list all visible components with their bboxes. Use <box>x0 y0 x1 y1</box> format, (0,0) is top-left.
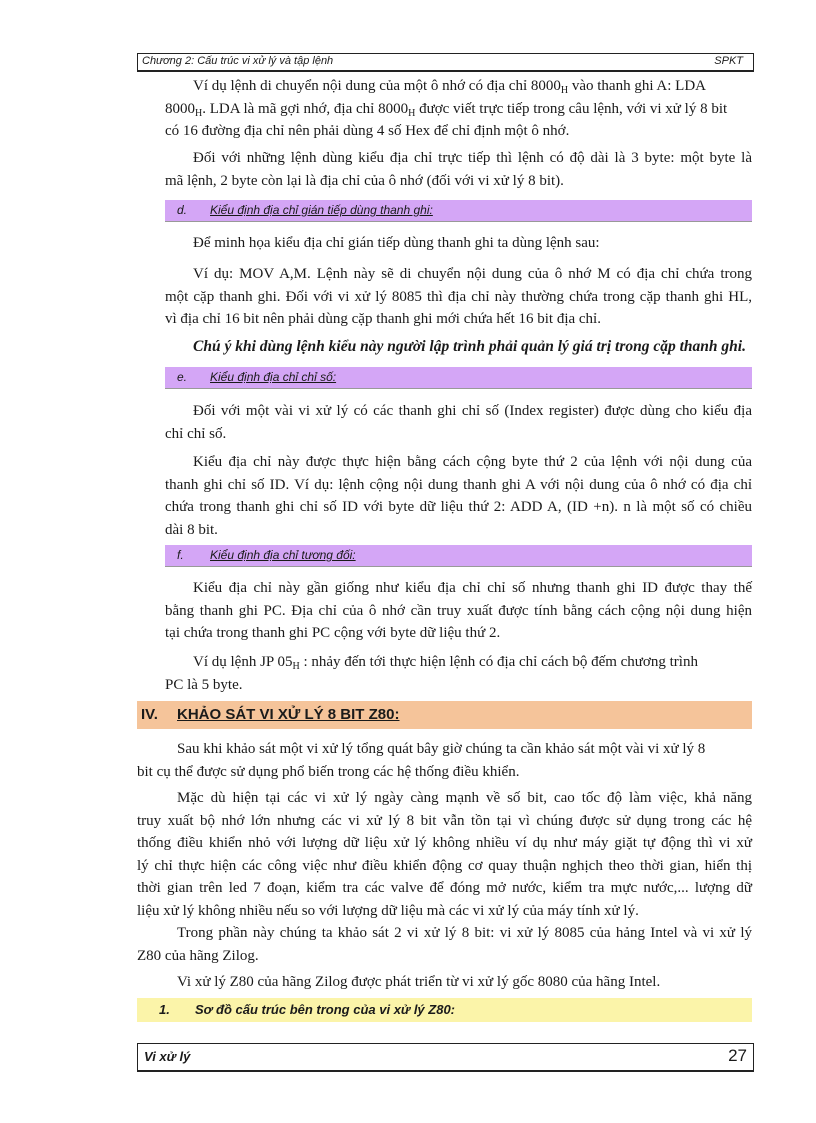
header-chapter-title: Chương 2: Cấu trúc vi xử lý và tập lệnh <box>142 55 334 67</box>
paragraph-jp-example: Ví dụ lệnh JP $05_H$ : nhảy đến tới thực hiện lệnh có địa chỉ cách bộ đếm chương trình PC là 5 byte. <box>165 654 698 693</box>
paragraph-index-register: Đối với một vài vi xử lý có các thanh ghi chỉ số (Index register) được dùng cho kiểu địa chỉ chỉ số. <box>165 403 752 442</box>
paragraph-8085-z80: Trong phần này chúng ta khảo sát 2 vi xử lý 8 bit: vi xử lý 8085 của hảng Intel và vi xử lý Z80 của hãng Zilog. <box>137 925 752 964</box>
section-heading-1: 1. Sơ đồ cấu trúc bên trong của vi xử lý Z80: <box>137 998 752 1022</box>
paragraph-mov-example: Ví dụ: MOV A,M. Lệnh này sẽ di chuyển nội dung của ô nhớ M có địa chỉ chứa trong một cặp thanh ghi. Đối với vi xử lý 8085 thì địa chỉ này thường chứa trong cặp thanh ghi HL, vì địa chỉ 16 bit nên phải dùng cặp thanh ghi mới chứa hết 16 bit địa chỉ. <box>165 266 752 327</box>
paragraph-indirect-intro: Để minh họa kiểu địa chỉ gián tiếp dùng thanh ghi ta dùng lệnh sau: <box>193 235 600 251</box>
page-footer <box>137 1043 754 1072</box>
paragraph-z80-intro: Sau khi khảo sát một vi xử lý tổng quát bây giờ chúng ta cần khảo sát một vài vi xử lý 8 bit cụ thể được sử dụng phổ biến trong các hệ thống điều khiển. <box>137 741 706 780</box>
section-heading-e: e. Kiểu định địa chỉ chỉ số: <box>165 367 752 389</box>
paragraph-relative: Kiểu địa chỉ này gần giống như kiểu địa chỉ chỉ số nhưng thanh ghi ID được thay thế bằng thanh ghi PC. Địa chỉ của ô nhớ cần truy xuất được tính bằng cách cộng nội dung hiện tại chứa trong thanh ghi PC cộng với byte dữ liệu thứ 2. <box>165 580 752 641</box>
section-heading-f: f. Kiểu định địa chỉ tương đối: <box>165 545 752 567</box>
paragraph-lda-example: Ví dụ lệnh di chuyển nội dung của một ô nhớ có địa chỉ $8000_H$ vào thanh ghi A: LDA $8000_H$. LDA là mã gợi nhớ, địa chỉ $8000_H$ được viết trực tiếp trong câu lệnh, với vi xử lý 8 bit có 16 đường địa chỉ nên phải dùng 4 số Hex để chỉ định một ô nhớ. <box>165 78 728 139</box>
page-header <box>137 53 754 72</box>
page-number: 27 <box>728 1046 747 1065</box>
header-school: SPKT <box>714 55 743 67</box>
note-register-pair: Chú ý khi dùng lệnh kiểu này người lập trình phải quản lý giá trị trong cặp thanh ghi. <box>193 338 746 355</box>
paragraph-z80-origin: Vi xử lý Z80 của hãng Zilog được phát triển từ vi xử lý gốc 8080 của hãng Intel. <box>177 974 661 990</box>
paragraph-index-add: Kiểu địa chỉ này được thực hiện bằng cách cộng byte thứ 2 của lệnh với nội dung của thanh ghi chỉ số ID. Ví dụ: lệnh cộng nội dung thanh ghi A với nội dung của ô nhớ có địa chỉ chứa trong thanh ghi chỉ số ID với byte dữ liệu thứ 2: ADD A, (ID +n). n là một số có chiều dài 8 bit. <box>165 454 752 538</box>
paragraph-direct-addressing: Đối với những lệnh dùng kiểu địa chỉ trực tiếp thì lệnh có độ dài là 3 byte: một byte là mã lệnh, 2 byte còn lại là địa chỉ của ô nhớ (đối với vi xử lý 8 bit). <box>165 150 752 189</box>
paragraph-8bit-usage: Mặc dù hiện tại các vi xử lý ngày càng mạnh về số bit, cao tốc độ làm việc, khả năng truy xuất bộ nhớ lớn nhưng các vi xử lý 8 bit vẫn tồn tại vì chúng được sử dụng trong các hệ thống điều khiển nhỏ với lượng dữ liệu xử lý không nhiều ví dụ như máy giặt tự động thì vi xử lý chỉ thực hiện các công việc như điều khiển động cơ quay thuận nghịch theo thời gian, hiển thị thời gian trên led 7 đoạn, kiểm tra các valve để đóng mở nước, kiểm tra mực nước,... lượng dữ liệu xử lý không nhiều nếu so với lượng dữ liệu mà các vi xử lý của máy tính xử lý. <box>137 790 752 919</box>
section-heading-iv: IV. KHẢO SÁT VI XỬ LÝ 8 BIT Z80: <box>137 701 752 729</box>
section-heading-d: d. Kiểu định địa chỉ gián tiếp dùng thanh ghi: <box>165 200 752 222</box>
footer-book-title: Vi xử lý <box>144 1049 191 1064</box>
